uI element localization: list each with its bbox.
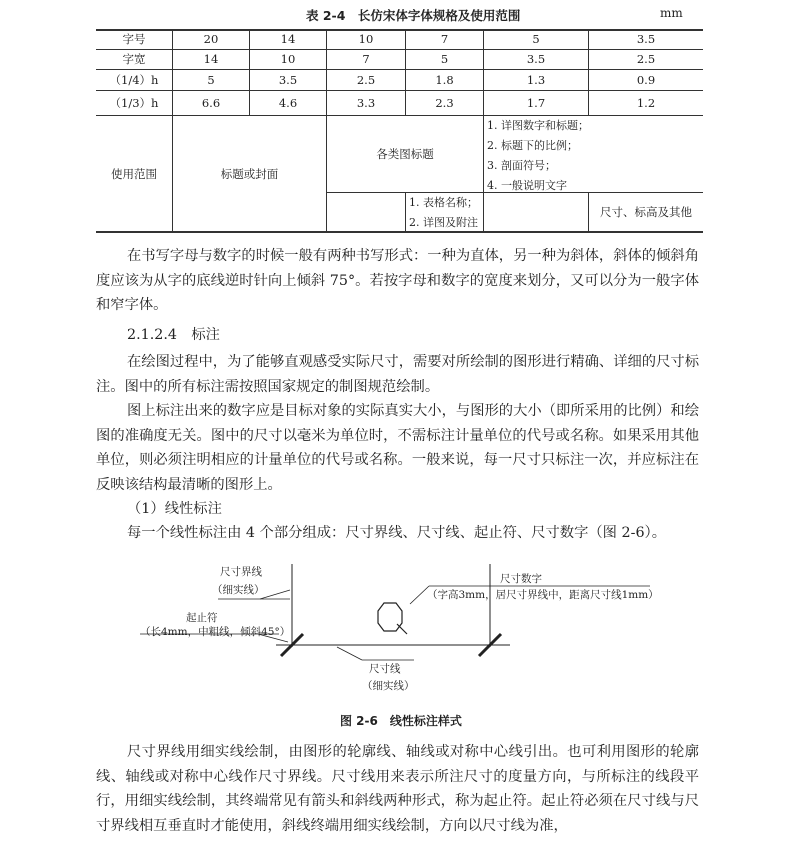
- ext-line-label: 尺寸界线: [220, 566, 262, 578]
- row-label: （1/4）h: [109, 72, 159, 87]
- linear-dimension-figure: [0, 560, 790, 700]
- table-cell: 7: [440, 32, 449, 46]
- table-cell: 3.5: [278, 72, 298, 87]
- table-cell: 3.5: [636, 32, 656, 46]
- tick-note: （长4mm，中粗线，倾斜45°）: [140, 626, 291, 638]
- table-cell: 1.8: [435, 72, 454, 87]
- table-cell: 14: [203, 52, 219, 66]
- table-cell: 7: [362, 52, 370, 66]
- table-cell: 20: [203, 32, 219, 46]
- table-cell: 6.6: [201, 95, 221, 110]
- octagon-symbol: [378, 603, 402, 631]
- list-item: 1. 表格名称；: [409, 196, 478, 209]
- usage-detail-list: [487, 116, 589, 196]
- paragraph-5: 尺寸界线用细实线绘制，由图形的轮廓线、轴线或对称中心线引出。也可利用图形的轮廓线、轴线或对称中心线作尺寸界线。尺寸线用来表示所注尺寸的度量方向，与所标注的线段平行，用细实线绘制，其终端常见有箭头和斜线两种形式，称为起止符。起止符必须在尺寸线与尺寸界线相互垂直时才能使用，斜线终端用细实线绘制，方向以尺寸线为准，: [96, 744, 699, 834]
- usage-table-list: [409, 193, 478, 233]
- ext-line-note: （细实线）: [212, 584, 265, 596]
- dim-text-label: 尺寸数字: [500, 573, 542, 585]
- subsection-heading: （1）线性标注: [127, 501, 222, 517]
- table-cell: 2.5: [636, 52, 656, 66]
- table-cell: 2.3: [435, 95, 454, 110]
- table-caption-row: [0, 6, 790, 24]
- table-cell: 1.7: [526, 95, 546, 110]
- list-item: 2. 标题下的比例；: [487, 139, 578, 152]
- table-cell: 4.6: [278, 95, 298, 110]
- row-label: 字宽: [122, 52, 146, 66]
- table-cell: 3.5: [526, 52, 546, 66]
- table-cell: 0.9: [636, 72, 656, 87]
- table-cell: 2.5: [356, 72, 376, 87]
- dim-line-note: （细实线）: [362, 680, 415, 692]
- section-heading: 2.1.2.4 标注: [127, 327, 220, 343]
- list-item: 2. 详图及附注: [409, 216, 478, 229]
- table-unit: mm: [660, 6, 683, 20]
- table-cell: 5: [207, 72, 215, 87]
- dim-line-label: 尺寸线: [369, 663, 401, 675]
- table-cell: 3.3: [356, 95, 376, 110]
- list-item: 4. 一般说明文字: [487, 179, 567, 192]
- paragraph-1: 在书写字母与数字的时候一般有两种书写形式：一种为直体，另一种为斜体，斜体的倾斜角度应该为从字的底线逆时针向上倾斜 75°。若按字母和数字的宽度来划分，又可以分为一般字体和窄字体。: [96, 248, 699, 313]
- table-cell: 1.2: [636, 95, 656, 110]
- table-title: 表 2-4 长仿宋体字体规格及使用范围: [306, 8, 521, 23]
- list-item: 1. 详图数字和标题；: [487, 119, 589, 132]
- usage-title-cover: 标题或封面: [220, 166, 279, 181]
- table-cell: 10: [280, 52, 296, 66]
- table-cell: 1.3: [526, 72, 546, 87]
- table-cell: 5: [440, 52, 449, 66]
- usage-figure-titles: 各类图标题: [376, 147, 434, 161]
- table-cell: 14: [280, 32, 296, 46]
- paragraph-2: 在绘图过程中，为了能够直观感受实际尺寸，需要对所绘制的图形进行精确、详细的尺寸标注。图中的所有标注需按照国家规定的制图规范绘制。: [96, 354, 699, 395]
- leader-dimline-pointer: [337, 647, 362, 660]
- list-item: 3. 剖面符号；: [487, 159, 556, 172]
- tick-label: 起止符: [186, 612, 218, 624]
- table-cell: 10: [358, 32, 374, 46]
- paragraph-4: 每一个线性标注由 4 个部分组成：尺寸界线、尺寸线、起止符、尺寸数字（图 2-6）。: [127, 525, 666, 541]
- figure-caption: 图 2-6 线性标注样式: [340, 714, 462, 728]
- table-cell: 5: [532, 32, 540, 46]
- row-label: （1/3）h: [109, 95, 159, 110]
- row-label: 字号: [122, 32, 146, 46]
- usage-dimensions: 尺寸、标高及其他: [600, 205, 692, 219]
- octagon-tail: [397, 624, 407, 634]
- dim-text-note: （字高3mm，居尺寸界线中，距离尺寸线1mm）: [427, 589, 659, 601]
- paragraph-3: 图上标注出来的数字应是目标对象的实际真实大小，与图形的大小（即所采用的比例）和绘图的准确度无关。图中的尺寸以毫米为单位时，不需标注计量单位的代号或名称。如果采用其他单位，则必须注明相应的计量单位的代号或名称。一般来说，每一尺寸只标注一次，并应标注在反映该结构最清晰的图形上。: [96, 403, 699, 493]
- usage-label: 使用范围: [111, 166, 157, 181]
- font-spec-table: [96, 29, 703, 232]
